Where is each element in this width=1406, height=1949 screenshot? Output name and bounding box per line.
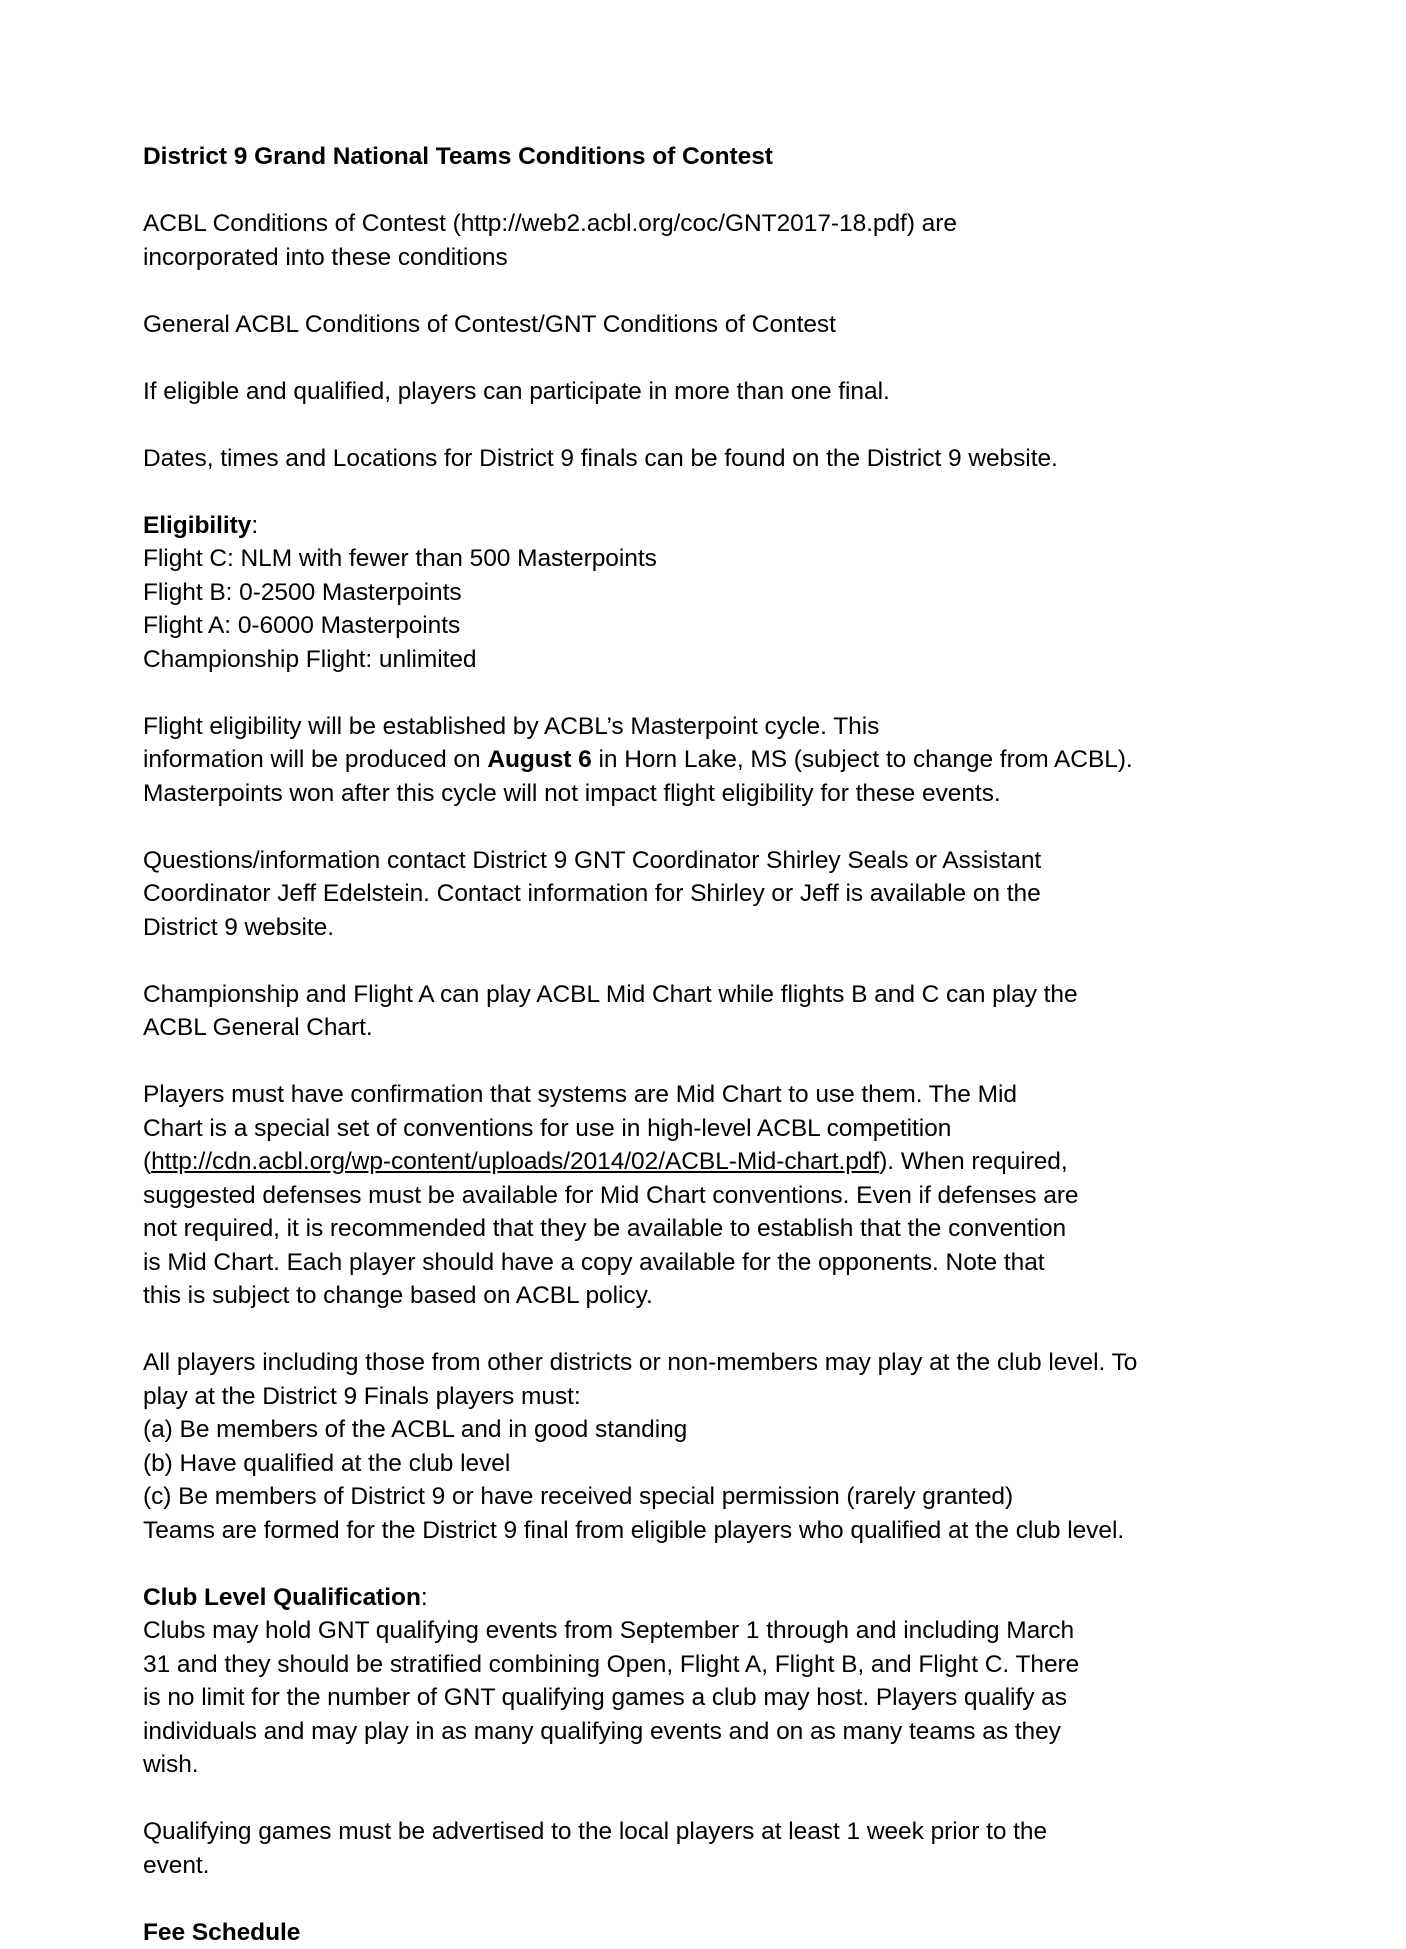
fee-schedule-heading	[143, 1916, 1083, 1949]
spacer	[143, 810, 1083, 844]
eligibility-championship-flight: Championship Flight: unlimited	[143, 643, 1083, 677]
eligibility-heading-label: Eligibility	[143, 512, 251, 539]
spacer	[143, 944, 1083, 978]
spacer	[143, 341, 1083, 375]
spacer	[143, 408, 1083, 442]
page-title: District 9 Grand National Teams Conditions of Contest	[143, 140, 1083, 174]
masterpoint-cycle-suffix: in Horn Lake, MS (subject to change from ACBL).	[592, 746, 1133, 773]
paragraph-more-than-one-final: If eligible and qualified, players can participate in more than one final.	[143, 375, 1083, 409]
paragraph-advertising: Qualifying games must be advertised to the local players at least 1 week prior to the event.	[143, 1815, 1083, 1882]
club-play-item-c: (c) Be members of District 9 or have received special permission (rarely granted)	[143, 1480, 1083, 1514]
eligibility-flight-b: Flight B: 0-2500 Masterpoints	[143, 576, 1083, 610]
club-level-qualification-heading-colon: :	[421, 1584, 428, 1611]
eligibility-heading	[143, 509, 1083, 543]
fee-schedule-heading-label: Fee Schedule	[143, 1919, 300, 1946]
mid-chart-text-before: Players must have confirmation that systems are Mid Chart to use them. The Mid Chart is a special set of conventions for use in high-level ACBL competition (	[143, 1081, 1017, 1175]
club-play-intro-line-1: All players including those from other districts or non-members may play at the club level. To	[143, 1346, 1083, 1380]
spacer	[143, 1782, 1083, 1816]
paragraph-dates-times: Dates, times and Locations for District 9 finals can be found on the District 9 website.	[143, 442, 1083, 476]
spacer	[143, 1313, 1083, 1347]
club-play-item-a: (a) Be members of the ACBL and in good standing	[143, 1413, 1083, 1447]
eligibility-heading-colon: :	[251, 512, 258, 539]
eligibility-flight-a: Flight A: 0-6000 Masterpoints	[143, 609, 1083, 643]
club-play-intro-line-2: play at the District 9 Finals players must:	[143, 1380, 1083, 1414]
masterpoint-cycle-line-3: Masterpoints won after this cycle will not impact flight eligibility for these events.	[143, 777, 1083, 811]
mid-chart-text-after: ). When required, suggested defenses must be available for Mid Chart conventions. Even if defenses are not required, it is recommended that they be available to establish that the convention is Mid Chart. Each player should have a copy available for the opponents. Note that this is subject to change based on ACBL policy.	[143, 1148, 1079, 1309]
spacer	[143, 1547, 1083, 1581]
masterpoint-cycle-prefix: information will be produced on	[143, 746, 487, 773]
document-body	[143, 140, 1083, 1949]
masterpoint-cycle-line-2	[143, 743, 1083, 777]
paragraph-charts: Championship and Flight A can play ACBL Mid Chart while flights B and C can play the ACBL General Chart.	[143, 978, 1083, 1045]
paragraph-mid-chart	[143, 1078, 1083, 1313]
club-play-item-b: (b) Have qualified at the club level	[143, 1447, 1083, 1481]
club-level-qualification-heading	[143, 1581, 1083, 1615]
paragraph-contact: Questions/information contact District 9 GNT Coordinator Shirley Seals or Assistant Coordinator Jeff Edelstein. Contact information for Shirley or Jeff is available on the District 9 website.	[143, 844, 1083, 945]
masterpoint-cycle-date: August 6	[487, 746, 591, 773]
club-level-qualification-heading-label: Club Level Qualification	[143, 1584, 421, 1611]
paragraph-acbl-coc: ACBL Conditions of Contest (http://web2.acbl.org/coc/GNT2017-18.pdf) are incorporated into these conditions	[143, 207, 1083, 274]
club-level-qualification-body: Clubs may hold GNT qualifying events from September 1 through and including March 31 and they should be stratified combining Open, Flight A, Flight B, and Flight C. There is no limit for the number of GNT qualifying games a club may host. Players qualify as individuals and may play in as many qualifying events and on as many teams as they wish.	[143, 1614, 1083, 1782]
spacer	[143, 174, 1083, 208]
mid-chart-pdf-link[interactable]: http://cdn.acbl.org/wp-content/uploads/2014/02/ACBL-Mid-chart.pdf	[151, 1148, 879, 1175]
spacer	[143, 274, 1083, 308]
club-play-closing: Teams are formed for the District 9 final from eligible players who qualified at the club level.	[143, 1514, 1083, 1548]
masterpoint-cycle-line-1: Flight eligibility will be established by ACBL’s Masterpoint cycle. This	[143, 710, 1083, 744]
paragraph-general-coc: General ACBL Conditions of Contest/GNT Conditions of Contest	[143, 308, 1083, 342]
spacer	[143, 1045, 1083, 1079]
spacer	[143, 676, 1083, 710]
spacer	[143, 475, 1083, 509]
eligibility-flight-c: Flight C: NLM with fewer than 500 Masterpoints	[143, 542, 1083, 576]
spacer	[143, 1882, 1083, 1916]
